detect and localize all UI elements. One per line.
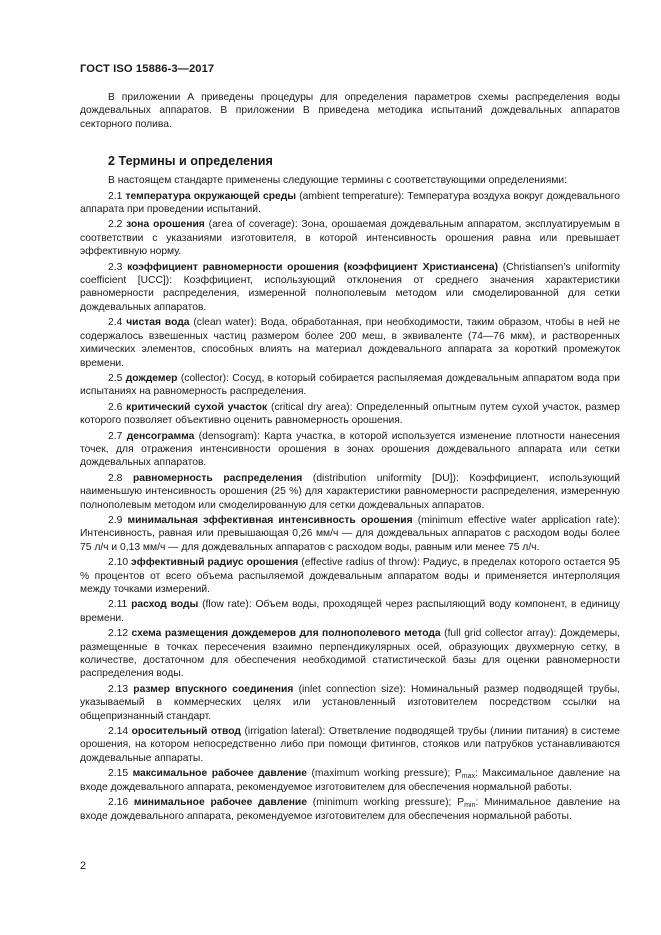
- definition-number: 2.16: [108, 797, 129, 809]
- definition-number: 2.2: [108, 219, 123, 231]
- definition-item: [80, 261, 620, 315]
- definition-text-cont: : Максимальное давление на входе дождевального аппарата, рекомендуемое изготовителем для обеспечения нормальной работы.: [80, 768, 620, 793]
- definition-text: (flow rate): Объем воды, проходящей через распыляющий воду компонент, в единицу времени.: [80, 599, 620, 624]
- definition-item: [80, 316, 620, 370]
- definition-item: [80, 796, 620, 823]
- definition-text: (maximum working pressure); P: [306, 768, 462, 780]
- definition-text: (densogram): Карта участка, в которой используется изменение плотности нанесения точек, для отражения интенсивности орошения в зонах орошения дождевального аппарата или сетки дождевальных аппаратов.: [80, 430, 620, 469]
- page-number: 2: [80, 860, 87, 872]
- definition-term: эффективный радиус орошения: [131, 557, 299, 569]
- definition-number: 2.3: [108, 261, 123, 273]
- definition-item: [80, 627, 620, 681]
- definition-text-cont: : Минимальное давление на входе дождевального аппарата, рекомендуемое изготовителем для обеспечения нормальной работы.: [80, 797, 620, 822]
- definition-item: [80, 190, 620, 217]
- definition-term: размер впускного соединения: [133, 683, 294, 695]
- definition-number: 2.6: [108, 401, 123, 413]
- definition-text: (irrigation lateral): Ответвление подводящей трубы (линии питания) в системе орошения, на котором непосредственно либо при помощи фитингов, стояков или патрубков устанавливаются дождевальные аппараты.: [80, 726, 620, 764]
- definition-number: 2.15: [108, 768, 129, 780]
- definition-text: (collector): Сосуд, в который собирается распыляемая дождевальным аппаратом вода при испытаниях на равномерность распределения.: [80, 372, 620, 398]
- definition-text: (Christiansen’s uniformity coefficient [UCC]): Коэффициент, использующий отклонения от среднего значения характеристики равномерности распределения, измеренной полнополевым методом или смоделированной для сетки дождевальных аппаратов.: [80, 261, 620, 313]
- definition-number: 2.14: [108, 726, 129, 738]
- definition-number: 2.4: [108, 317, 123, 329]
- definition-text: (minimum effective water application rate): Интенсивность, равная или превышающая 0,26 мм/ч — для дождевальных аппаратов с расходом воды более 75 л/ч и 0,13 мм/ч — для дождевальных аппаратов с расходом воды, равным или менее 75 л/ч.: [80, 514, 620, 553]
- definition-term: денсограмма: [126, 430, 195, 442]
- definition-item: [80, 683, 620, 723]
- definition-number: 2.1: [108, 190, 123, 202]
- definition-text: (distribution uniformity [DU]): Коэффициент, использующий наименьшую интенсивность орошения (25 %) для характеристики равномерности распределения, измеренную полнополевым методом или смоделированную для сетки дождевальных аппаратов.: [80, 472, 620, 511]
- definition-item: [80, 514, 620, 554]
- definition-item: [80, 725, 620, 765]
- definition-term: максимальное рабочее давление: [132, 768, 307, 780]
- definition-term: минимальная эффективная интенсивность орошения: [127, 514, 413, 526]
- definition-term: оросительный отвод: [131, 726, 241, 738]
- definition-term: зона орошения: [126, 219, 205, 231]
- definition-number: 2.11: [108, 599, 128, 611]
- definition-term: дождемер: [125, 372, 178, 384]
- definition-number: 2.9: [108, 514, 123, 526]
- definition-term: минимальное рабочее давление: [133, 797, 307, 809]
- definition-text: (critical dry area): Определенный опытным путем сухой участок, размер которого позволяет объективно оценить равномерность орошения.: [80, 401, 621, 427]
- definition-term: расход воды: [131, 599, 199, 611]
- definition-text: (effective radius of throw): Радиус, в пределах которого остается 95 % процентов от всего объема распыляемой дождевальным аппаратом воды и применяется интерполяция между точками измерений.: [80, 557, 620, 595]
- definition-term: равномерность распределения: [132, 472, 303, 484]
- definition-text: (full grid collector array): Дождемеры, размещенные в точках пересечения взаимно перпендикулярных осей, образующих двухмерную сетку, в количестве, достаточном для обеспечения необходимой статистической базы для оценки равномерности распределения воды.: [80, 628, 620, 680]
- definition-text: (minimum working pressure); P: [306, 797, 465, 809]
- definition-text: (clean water): Вода, обработанная, при необходимости, таким образом, чтобы в ней не содержалось взвешенных частиц размером более 200 меш, в эквиваленте (74—76 мкм), и растворенных химических элементов, способных влиять на материал дождевального аппарата за короткий промежуток времени.: [80, 317, 620, 369]
- definition-number: 2.8: [108, 472, 123, 484]
- definition-item: [80, 401, 620, 428]
- intro-paragraph: В приложении А приведены процедуры для определения параметров схемы распределения воды дождевальных аппаратов. В приложении В приведена методика испытаний дождевальных аппаратов секторного полива.: [80, 92, 620, 130]
- definition-text: (inlet connection size): Номинальный размер подводящей трубы, указываемый в коммерческих целях или установленный изготовителем посредством ссылки на общепризнанный стандарт.: [80, 683, 620, 722]
- standard-code: ГОСТ ISO 15886-3—2017: [80, 63, 215, 75]
- pressure-subscript: min: [464, 802, 476, 810]
- definition-term: коэффициент равномерности орошения (коэффициент Христиансена): [127, 261, 499, 273]
- definition-number: 2.7: [108, 430, 123, 442]
- section-title: 2 Термины и определения: [108, 154, 273, 169]
- definition-text: (ambient temperature): Температура воздуха вокруг дождевального аппарата при проведении испытаний.: [80, 190, 620, 216]
- pressure-subscript: max: [461, 773, 476, 781]
- definition-term: схема размещения дождемеров для полнополевого метода: [131, 628, 441, 640]
- definition-item: [80, 372, 620, 399]
- definition-term: критический сухой участок: [126, 401, 268, 413]
- definition-number: 2.12: [108, 628, 129, 640]
- definition-item: [80, 472, 620, 512]
- definition-item: [80, 598, 620, 625]
- definition-number: 2.13: [108, 683, 129, 695]
- page-content: [80, 84, 620, 823]
- definition-text: (area of coverage): Зона, орошаемая дождевальным аппаратом, эксплуатируемым в соответствии с указаниями изготовителя, в которой интенсивность орошения равна или превышает эффективную норму.: [80, 219, 620, 258]
- definition-term: температура окружающей среды: [125, 190, 297, 202]
- definition-item: [80, 556, 620, 596]
- definition-number: 2.10: [108, 557, 129, 569]
- definition-term: чистая вода: [126, 317, 190, 329]
- section-lead: В настоящем стандарте применены следующие термины с соответствующими определениями:: [108, 175, 568, 187]
- definition-number: 2.5: [108, 372, 123, 384]
- definition-item: [80, 430, 620, 470]
- definition-item: [80, 767, 620, 794]
- definition-item: [80, 218, 620, 258]
